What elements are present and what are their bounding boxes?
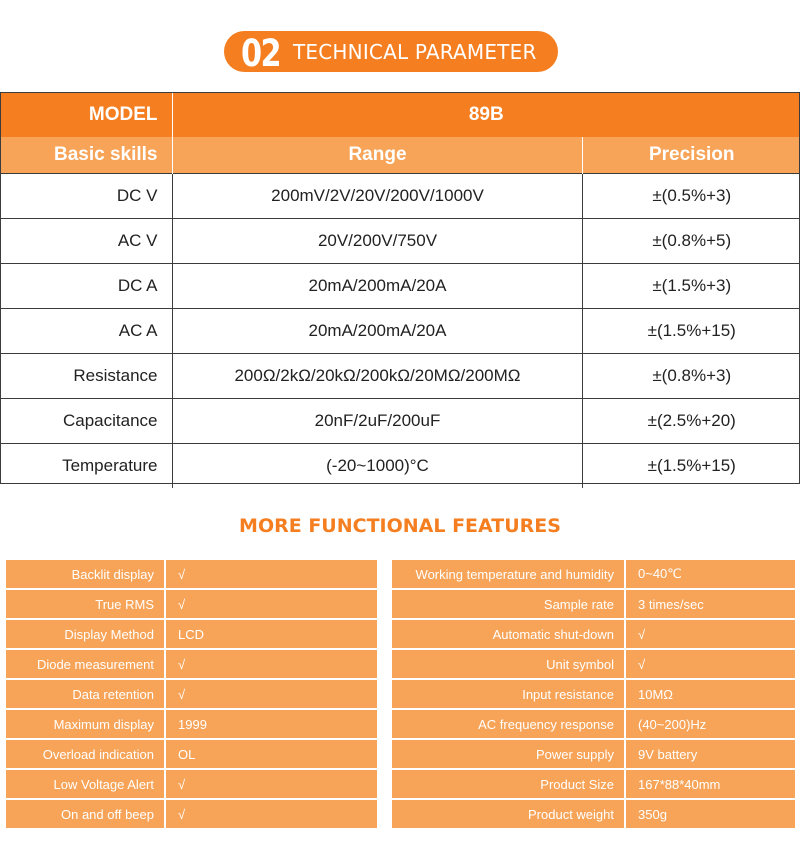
skill-cell: Capacitance bbox=[0, 399, 172, 444]
feature-row bbox=[392, 680, 795, 710]
feature-row bbox=[6, 620, 377, 650]
precision-cell: ±(0.8%+3) bbox=[583, 354, 800, 399]
feature-value: 1999 bbox=[166, 710, 377, 740]
feature-row bbox=[392, 560, 795, 590]
skill-cell: DC A bbox=[0, 264, 172, 309]
feature-key: Overload indication bbox=[6, 740, 166, 770]
feature-row bbox=[6, 680, 377, 710]
model-label: MODEL bbox=[0, 92, 172, 137]
feature-row bbox=[6, 800, 377, 830]
feature-key: Product Size bbox=[392, 770, 626, 800]
skill-cell: AC A bbox=[0, 309, 172, 354]
range-cell: 20mA/200mA/20A bbox=[172, 264, 583, 309]
feature-row bbox=[392, 800, 795, 830]
feature-key: Working temperature and humidity bbox=[392, 560, 626, 590]
range-cell: 200mV/2V/20V/200V/1000V bbox=[172, 174, 583, 219]
skill-cell: Temperature bbox=[0, 444, 172, 489]
header-row bbox=[0, 137, 800, 174]
feature-value: (40~200)Hz bbox=[626, 710, 795, 740]
feature-value: 0~40℃ bbox=[626, 560, 795, 590]
header-range: Range bbox=[172, 137, 583, 174]
feature-value: 9V battery bbox=[626, 740, 795, 770]
skill-cell: Resistance bbox=[0, 354, 172, 399]
feature-key: Sample rate bbox=[392, 590, 626, 620]
feature-key: On and off beep bbox=[6, 800, 166, 830]
feature-row bbox=[392, 770, 795, 800]
skill-cell: DC V bbox=[0, 174, 172, 219]
precision-cell: ±(1.5%+15) bbox=[583, 444, 800, 489]
feature-value: OL bbox=[166, 740, 377, 770]
range-cell: 20V/200V/750V bbox=[172, 219, 583, 264]
feature-key: Input resistance bbox=[392, 680, 626, 710]
features-table-left bbox=[6, 560, 377, 830]
section-title-pill bbox=[224, 31, 558, 75]
feature-key: Unit symbol bbox=[392, 650, 626, 680]
range-cell: 20mA/200mA/20A bbox=[172, 309, 583, 354]
table-row bbox=[0, 444, 800, 489]
feature-key: Product weight bbox=[392, 800, 626, 830]
feature-row bbox=[6, 590, 377, 620]
model-row bbox=[0, 92, 800, 137]
feature-value: √ bbox=[166, 680, 377, 710]
precision-cell: ±(1.5%+3) bbox=[583, 264, 800, 309]
precision-cell: ±(0.5%+3) bbox=[583, 174, 800, 219]
feature-row bbox=[6, 770, 377, 800]
feature-key: Data retention bbox=[6, 680, 166, 710]
header-basic-skills: Basic skills bbox=[0, 137, 172, 174]
feature-key: Maximum display bbox=[6, 710, 166, 740]
section-title: TECHNICAL PARAMETER bbox=[293, 40, 537, 64]
feature-value: 167*88*40mm bbox=[626, 770, 795, 800]
feature-value: √ bbox=[626, 620, 795, 650]
feature-row bbox=[392, 590, 795, 620]
precision-cell: ±(2.5%+20) bbox=[583, 399, 800, 444]
feature-value: √ bbox=[166, 800, 377, 830]
table-row bbox=[0, 309, 800, 354]
feature-value: √ bbox=[166, 650, 377, 680]
range-cell: 200Ω/2kΩ/20kΩ/200kΩ/20MΩ/200MΩ bbox=[172, 354, 583, 399]
table-row bbox=[0, 174, 800, 219]
skill-cell: AC V bbox=[0, 219, 172, 264]
feature-value: 3 times/sec bbox=[626, 590, 795, 620]
feature-row bbox=[6, 710, 377, 740]
feature-value: 350g bbox=[626, 800, 795, 830]
features-table-right bbox=[392, 560, 795, 830]
feature-key: AC frequency response bbox=[392, 710, 626, 740]
feature-key: Backlit display bbox=[6, 560, 166, 590]
feature-value: √ bbox=[626, 650, 795, 680]
features-heading: MORE FUNCTIONAL FEATURES bbox=[239, 515, 561, 537]
header-precision: Precision bbox=[583, 137, 800, 174]
table-row bbox=[0, 264, 800, 309]
feature-value: 10MΩ bbox=[626, 680, 795, 710]
feature-value: √ bbox=[166, 770, 377, 800]
table-row bbox=[0, 219, 800, 264]
precision-cell: ±(0.8%+5) bbox=[583, 219, 800, 264]
feature-key: Diode measurement bbox=[6, 650, 166, 680]
feature-value: LCD bbox=[166, 620, 377, 650]
feature-row bbox=[6, 560, 377, 590]
table-row bbox=[0, 399, 800, 444]
technical-parameter-table bbox=[0, 92, 800, 488]
feature-value: √ bbox=[166, 560, 377, 590]
feature-row bbox=[392, 620, 795, 650]
feature-key: Automatic shut-down bbox=[392, 620, 626, 650]
range-cell: 20nF/2uF/200uF bbox=[172, 399, 583, 444]
section-number: 02 bbox=[241, 32, 280, 75]
precision-cell: ±(1.5%+15) bbox=[583, 309, 800, 354]
range-cell: (-20~1000)°C bbox=[172, 444, 583, 489]
feature-key: Power supply bbox=[392, 740, 626, 770]
feature-value: √ bbox=[166, 590, 377, 620]
feature-key: Low Voltage Alert bbox=[6, 770, 166, 800]
feature-row bbox=[392, 710, 795, 740]
feature-row bbox=[6, 740, 377, 770]
model-value: 89B bbox=[172, 92, 800, 137]
feature-key: Display Method bbox=[6, 620, 166, 650]
feature-row bbox=[392, 650, 795, 680]
feature-row bbox=[6, 650, 377, 680]
table-row bbox=[0, 354, 800, 399]
feature-key: True RMS bbox=[6, 590, 166, 620]
feature-row bbox=[392, 740, 795, 770]
